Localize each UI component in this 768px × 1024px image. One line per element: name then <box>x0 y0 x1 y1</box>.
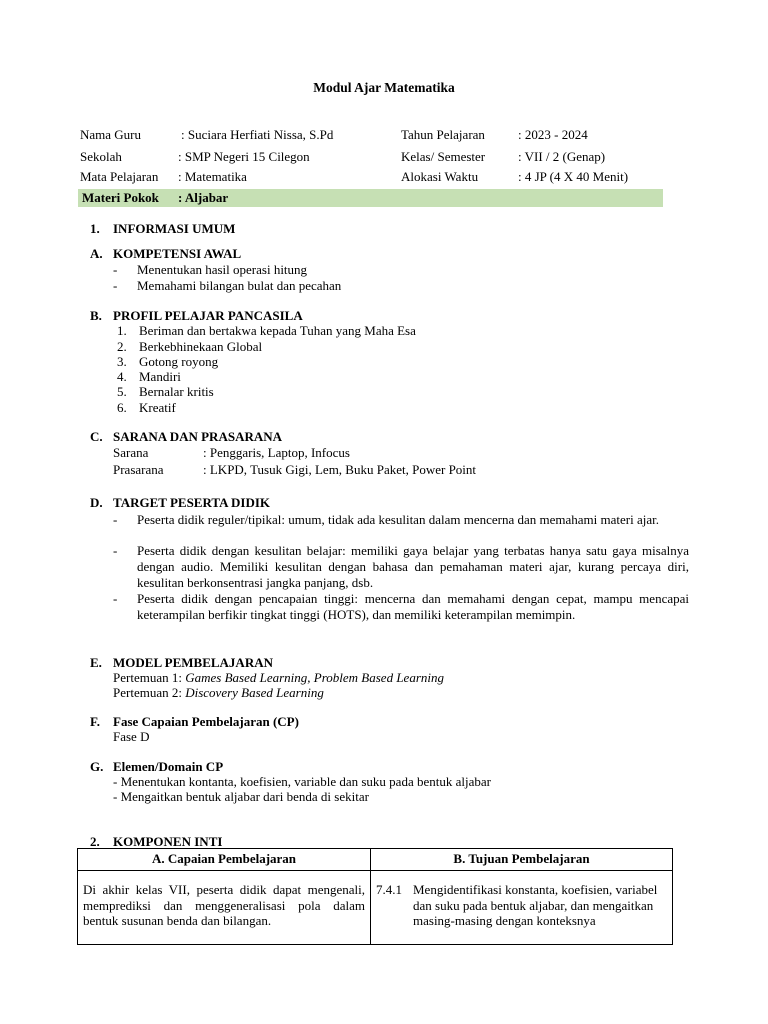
tahun-value: : 2023 - 2024 <box>518 127 588 142</box>
sekolah-label: Sekolah <box>80 149 122 164</box>
section1-title: INFORMASI UMUM <box>113 221 236 236</box>
target-item: Peserta didik dengan pencapaian tinggi: mencerna dan memahami dengan cepat, mampu mencapai keterampilan berfikir tingkat tinggi (HOTS), dan memiliki keterampilan memimpin. <box>137 591 689 622</box>
mapel-label: Mata Pelajaran <box>80 169 159 184</box>
header-tujuan: B. Tujuan Pembelajaran <box>371 849 673 871</box>
fase-value: Fase D <box>113 729 150 744</box>
bullet-dash: - <box>113 262 118 277</box>
materi-pokok-highlight <box>78 189 663 207</box>
section-d-letter: D. <box>90 495 103 510</box>
header-capaian: A. Capaian Pembelajaran <box>78 849 371 871</box>
list-item: Menentukan hasil operasi hitung <box>137 262 308 277</box>
list-number: 6. <box>117 400 127 415</box>
section-e-letter: E. <box>90 655 102 670</box>
section-c-letter: C. <box>90 429 103 444</box>
list-item: - Mengaitkan bentuk aljabar dari benda di sekitar <box>113 789 369 804</box>
nama-guru-label: Nama Guru <box>80 127 142 142</box>
list-number: 2. <box>117 339 127 354</box>
sarana-label: Sarana <box>113 445 149 460</box>
section1-number: 1. <box>90 221 100 236</box>
tujuan-text: Mengidentifikasi konstanta, koefisien, variabel dan suku pada bentuk aljabar, dan mengaitkan masing-masing dengan konteksnya <box>413 882 658 928</box>
list-number: 4. <box>117 369 127 384</box>
section-e-title: MODEL PEMBELAJARAN <box>113 655 273 670</box>
section2-number: 2. <box>90 834 100 849</box>
list-item: Beriman dan bertakwa kepada Tuhan yang Maha Esa <box>139 323 416 338</box>
tujuan-cell <box>371 871 673 945</box>
table-row <box>78 871 673 945</box>
list-number: 3. <box>117 354 127 369</box>
list-item: Gotong royong <box>139 354 219 369</box>
list-item: Memahami bilangan bulat dan pecahan <box>137 278 342 293</box>
tahun-label: Tahun Pelajaran <box>401 127 485 142</box>
pertemuan-1 <box>113 670 444 686</box>
section-a-letter: A. <box>90 246 103 261</box>
kelas-label: Kelas/ Semester <box>401 149 486 164</box>
list-item: Berkebhinekaan Global <box>139 339 263 354</box>
pertemuan-2-value: Discovery Based Learning <box>185 685 324 700</box>
materi-label: Materi Pokok <box>82 190 159 205</box>
target-item: Peserta didik dengan kesulitan belajar: memiliki gaya belajar yang terbatas hanya satu gaya misalnya dengan audio. Memiliki kesulitan dengan bahasa dan pemahaman materi ajar, kurang percaya diri, kesulitan berkonsentrasi jangka panjang, dsb. <box>137 543 689 590</box>
prasarana-label: Prasarana <box>113 462 164 477</box>
list-number: 5. <box>117 384 127 399</box>
bullet-dash: - <box>113 543 118 558</box>
capaian-text: Di akhir kelas VII, peserta didik dapat mengenali, memprediksi dan menggeneralisasi pola dalam bentuk susunan benda dan bilangan. <box>83 882 365 928</box>
capaian-cell <box>78 871 371 945</box>
tujuan-code: 7.4.1 <box>376 882 402 897</box>
section-f-letter: F. <box>90 714 100 729</box>
section2-title: KOMPONEN INTI <box>113 834 223 849</box>
pertemuan-1-label: Pertemuan 1: <box>113 670 186 685</box>
sekolah-value: : SMP Negeri 15 Cilegon <box>178 149 310 164</box>
alokasi-label: Alokasi Waktu <box>401 169 479 184</box>
section-c-title: SARANA DAN PRASARANA <box>113 429 283 444</box>
mapel-value: : Matematika <box>178 169 247 184</box>
list-number: 1. <box>117 323 127 338</box>
materi-value: : Aljabar <box>178 190 229 205</box>
nama-guru-value: : Suciara Herfiati Nissa, S.Pd <box>181 127 334 142</box>
komponen-inti-table <box>77 848 673 945</box>
pertemuan-2 <box>113 685 324 701</box>
bullet-dash: - <box>113 278 118 293</box>
sarana-value: : Penggaris, Laptop, Infocus <box>203 445 350 460</box>
section-f-title: Fase Capaian Pembelajaran (CP) <box>113 714 299 729</box>
bullet-dash: - <box>113 512 118 527</box>
section-g-title: Elemen/Domain CP <box>113 759 224 774</box>
list-item: Kreatif <box>139 400 176 415</box>
alokasi-value: : 4 JP (4 X 40 Menit) <box>518 169 629 184</box>
section-d-title: TARGET PESERTA DIDIK <box>113 495 271 510</box>
section-b-letter: B. <box>90 308 102 323</box>
page-title: Modul Ajar Matematika <box>313 80 455 95</box>
section-g-letter: G. <box>90 759 104 774</box>
target-item: Peserta didik reguler/tipikal: umum, tidak ada kesulitan dalam mencerna dan memahami materi ajar. <box>137 512 659 527</box>
list-item: Bernalar kritis <box>139 384 214 399</box>
kelas-value: : VII / 2 (Genap) <box>518 149 606 164</box>
pertemuan-1-value: Games Based Learning, Problem Based Learning <box>185 670 444 685</box>
pertemuan-2-label: Pertemuan 2: <box>113 685 186 700</box>
list-item: Mandiri <box>139 369 181 384</box>
section-b-title: PROFIL PELAJAR PANCASILA <box>113 308 303 323</box>
section-a-title: KOMPETENSI AWAL <box>113 246 242 261</box>
table-header-row <box>78 849 673 871</box>
prasarana-value: : LKPD, Tusuk Gigi, Lem, Buku Paket, Power Point <box>203 462 477 477</box>
list-item: - Menentukan kontanta, koefisien, variable dan suku pada bentuk aljabar <box>113 774 491 789</box>
bullet-dash: - <box>113 591 118 606</box>
